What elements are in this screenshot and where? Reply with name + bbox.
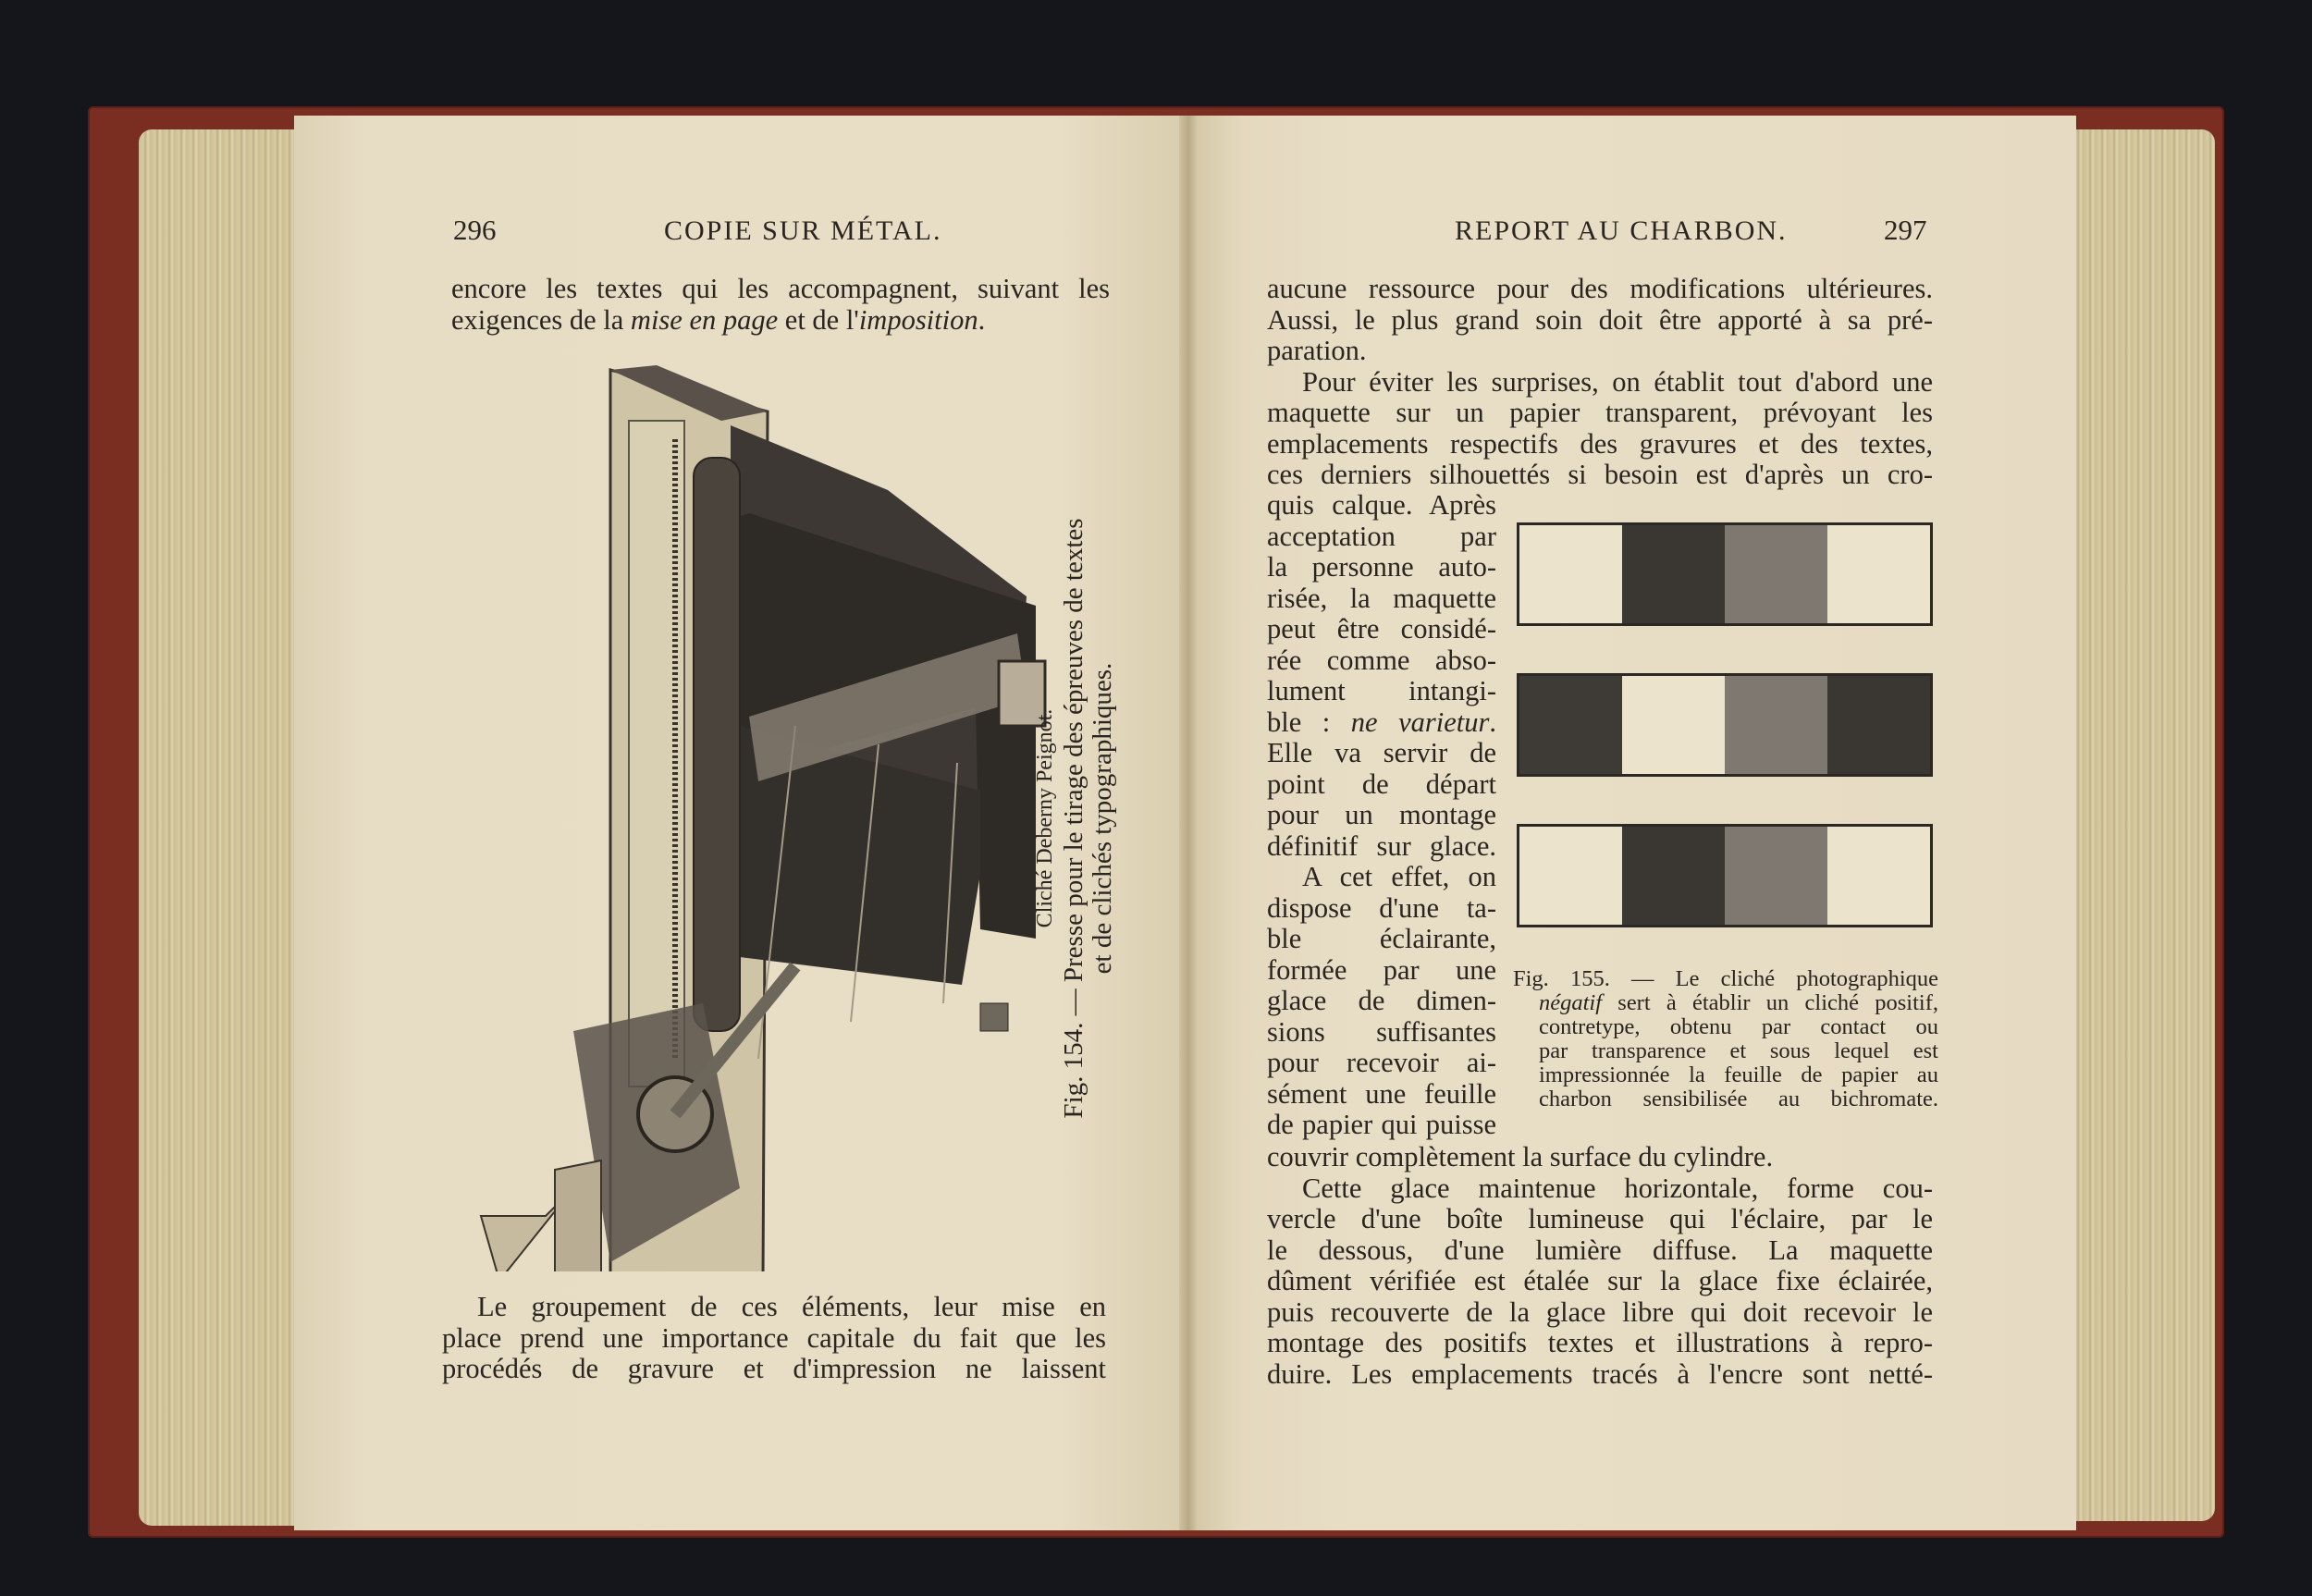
figure-155-density-bars xyxy=(1517,522,1933,975)
text-line: acceptation par xyxy=(1267,520,1496,552)
text-line: formée par une xyxy=(1267,953,1496,986)
bar-segment xyxy=(1519,676,1622,774)
text-line: Aussi, le plus grand soin doit être apporté à sa pré- xyxy=(1267,303,1933,336)
page-edges-right xyxy=(2072,129,2215,1521)
text-line: définitif sur glace. xyxy=(1267,829,1496,862)
page-number-left: 296 xyxy=(453,214,497,246)
text-line: duire. Les emplacements tracés à l'encre sont netté- xyxy=(1267,1357,1933,1390)
text-line: paration. xyxy=(1267,335,1367,366)
press-feed-board xyxy=(555,1160,601,1271)
bar-segment xyxy=(1725,827,1827,925)
page-number-right: 297 xyxy=(1884,214,1927,246)
text-line: encore les textes qui les accompagnent, suivant les xyxy=(451,273,1110,304)
text-line: glace de dimen- xyxy=(1267,985,1496,1016)
figure-credit: Cliché Deberny Peignot. xyxy=(1033,708,1057,928)
bar-segment xyxy=(1519,525,1622,623)
text-line: emplacements respectifs des gravures et des textes, xyxy=(1267,427,1933,460)
printing-press-illustration xyxy=(462,356,1054,1271)
right-bottom-text xyxy=(1267,1142,1933,1390)
text-line: le dessous, d'une lumière diffuse. La maquette xyxy=(1267,1234,1933,1266)
right-narrow-text xyxy=(1267,490,1496,1141)
caption-line: Fig. 154. — Presse pour le tirage des épreuves de textes xyxy=(1059,518,1088,1119)
text-line: Elle va servir de xyxy=(1267,737,1496,768)
text-line: maquette sur un papier transparent, prévoyant les xyxy=(1267,397,1933,428)
page-edges-left xyxy=(139,129,301,1526)
text-line: dûment vérifiée est étalée sur la glace fixe éclairée, xyxy=(1267,1265,1933,1296)
press-pedal xyxy=(980,1003,1008,1031)
text-line: lument intangi- xyxy=(1267,675,1496,706)
text-line: sément une feuille xyxy=(1267,1077,1496,1110)
text-line: Le groupement de ces éléments, leur mise en xyxy=(477,1291,1106,1322)
text-line: aucune ressource pour des modifications ultérieures. xyxy=(1267,273,1933,304)
bar-segment xyxy=(1622,676,1725,774)
bar-segment xyxy=(1622,525,1725,623)
bar-segment xyxy=(1725,676,1827,774)
bar-segment xyxy=(1622,827,1725,925)
caption-line: Fig. 155. — Le cliché photographique xyxy=(1513,966,1938,991)
text-line: montage des positifs textes et illustrations à repro- xyxy=(1267,1327,1933,1358)
caption-line: charbon sensibilisée au bichromate. xyxy=(1539,1087,1938,1111)
press-platen xyxy=(629,421,684,1087)
bar-segment xyxy=(1827,827,1930,925)
text-line: dispose d'une ta- xyxy=(1267,891,1496,924)
press-cylinder xyxy=(694,458,740,1031)
bar-segment xyxy=(1519,827,1622,925)
text-line: quis calque. Après xyxy=(1267,489,1496,521)
right-top-text xyxy=(1267,274,1933,491)
density-bar-carbon-print xyxy=(1517,824,1933,927)
running-head-left: COPIE SUR MÉTAL. xyxy=(664,215,942,246)
caption-line: et de clichés typographiques. xyxy=(1088,662,1117,975)
book-gutter xyxy=(1179,116,1198,1530)
left-bottom-text xyxy=(442,1292,1106,1385)
text-line: Cette glace maintenue horizontale, forme cou- xyxy=(1302,1172,1933,1204)
text-line: pour un montage xyxy=(1267,799,1496,830)
text-line: procédés de gravure et d'impression ne laissent xyxy=(442,1353,1106,1384)
text-line: couvrir complètement la surface du cylindre. xyxy=(1267,1141,1774,1172)
text-line: point de départ xyxy=(1267,767,1496,800)
caption-line: contretype, obtenu par contact ou xyxy=(1539,1014,1938,1039)
text-line: sions suffisantes xyxy=(1267,1015,1496,1048)
caption-line: impressionnée la feuille de papier au xyxy=(1539,1062,1938,1087)
bar-segment xyxy=(1725,525,1827,623)
text-line: la personne auto- xyxy=(1267,551,1496,583)
caption-line: négatif sert à établir un cliché positif, xyxy=(1539,990,1938,1015)
text-line: vercle d'une boîte lumineuse qui l'éclaire, par le xyxy=(1267,1203,1933,1234)
text-line: Pour éviter les surprises, on établit tout d'abord une xyxy=(1302,365,1933,398)
caption-line: par transparence et sous lequel est xyxy=(1539,1038,1938,1063)
density-bar-negative xyxy=(1517,522,1933,626)
text-line: ces derniers silhouettés si besoin est d'après un cro- xyxy=(1267,459,1933,490)
figure-154-caption xyxy=(1031,467,1117,1170)
text-line: de papier qui puisse xyxy=(1267,1109,1496,1140)
text-line: rée comme abso- xyxy=(1267,644,1496,676)
text-line: place prend une importance capitale du fait que les xyxy=(442,1321,1106,1354)
text-line: ble éclairante, xyxy=(1267,923,1496,954)
text-line: ble : ne varietur. xyxy=(1267,706,1496,738)
text-line: puis recouverte de la glace libre qui doit recevoir le xyxy=(1267,1295,1933,1328)
text-line: exigences de la mise en page et de l'imposition. xyxy=(451,303,986,336)
left-top-text xyxy=(451,274,1110,336)
figure-155-caption xyxy=(1513,967,1938,1111)
density-bar-positive xyxy=(1517,673,1933,777)
bar-segment xyxy=(1827,676,1930,774)
text-line: A cet effet, on xyxy=(1302,861,1496,892)
text-line: pour recevoir ai- xyxy=(1267,1047,1496,1078)
text-line: risée, la maquette xyxy=(1267,582,1496,614)
running-head-right: REPORT AU CHARBON. xyxy=(1455,215,1788,246)
text-line: peut être considé- xyxy=(1267,613,1496,645)
bar-segment xyxy=(1827,525,1930,623)
